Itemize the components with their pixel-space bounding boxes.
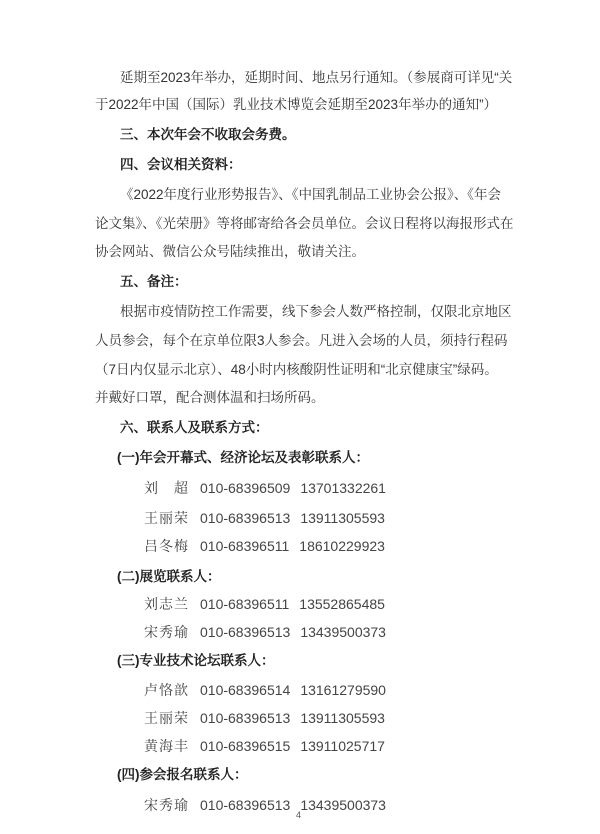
contact-mobile: 13161279590 <box>300 682 386 698</box>
contact-group-title: (四)参会报名联系人： <box>117 767 248 782</box>
contact-row <box>144 478 386 498</box>
contact-row <box>144 708 385 728</box>
contact-row <box>144 508 385 528</box>
contact-mobile: 13911025717 <box>300 738 385 754</box>
contact-name: 黄海丰 <box>144 738 189 754</box>
paragraph-line: 人员参会，每个在京单位限3人参会。凡进入会场的人员，须持行程码 <box>95 333 508 348</box>
contact-row <box>144 536 385 556</box>
contact-name: 王丽荣 <box>144 710 189 726</box>
contact-phone: 010-68396513 <box>200 797 291 813</box>
contact-phone: 010-68396509 <box>200 480 291 496</box>
paragraph-line: 延期至2023年举办，延期时间、地点另行通知。（参展商可详见“关 <box>120 70 513 85</box>
contact-name: 卢恪歆 <box>144 682 189 698</box>
contact-mobile: 13701332261 <box>300 480 386 496</box>
contact-phone: 010-68396515 <box>200 738 291 754</box>
contact-name: 刘 超 <box>144 480 189 496</box>
contact-phone: 010-68396511 <box>200 538 290 554</box>
paragraph-line: 于2022年中国（国际）乳业技术博览会延期至2023年举办的通知”） <box>95 97 498 112</box>
contact-mobile: 13439500373 <box>300 797 386 813</box>
paragraph-line: （7日内仅显示北京）、48小时内核酸阴性证明和“北京健康宝”绿码。 <box>95 362 498 377</box>
contact-phone: 010-68396514 <box>200 682 291 698</box>
contact-phone: 010-68396513 <box>200 510 291 526</box>
contact-phone: 010-68396513 <box>200 710 291 726</box>
section-heading-4: 四、会议相关资料： <box>120 157 242 172</box>
contact-mobile: 13439500373 <box>300 624 386 640</box>
paragraph-line: 论文集》、《光荣册》等将邮寄给各会员单位。会议日程将以海报形式在 <box>95 216 514 231</box>
section-heading-5: 五、备注： <box>120 274 188 289</box>
contact-name: 宋秀瑜 <box>144 797 189 813</box>
contact-row <box>144 680 386 700</box>
contact-name: 吕冬梅 <box>144 538 189 554</box>
contact-row <box>144 795 386 815</box>
paragraph-line: 根据市疫情防控工作需要，线下参会人数严格控制，仅限北京地区 <box>120 304 512 319</box>
paragraph-line: 《2022年度行业形势报告》、《中国乳制品工业协会公报》、《年会 <box>120 187 502 202</box>
contact-row <box>144 736 385 756</box>
contact-group-title: (二)展览联系人： <box>117 569 221 584</box>
contact-row <box>144 622 386 642</box>
contact-mobile: 18610229923 <box>299 538 385 554</box>
paragraph-line: 并戴好口罩，配合测体温和扫场所码。 <box>95 390 325 405</box>
contact-name: 王丽荣 <box>144 510 189 526</box>
contact-mobile: 13552865485 <box>299 596 385 612</box>
contact-name: 宋秀瑜 <box>144 624 189 640</box>
section-heading-6: 六、联系人及联系方式： <box>120 420 269 435</box>
contact-phone: 010-68396513 <box>200 624 291 640</box>
contact-row <box>144 594 385 614</box>
contact-phone: 010-68396511 <box>200 596 290 612</box>
contact-name: 刘志兰 <box>144 596 189 612</box>
page-number: 4 <box>296 810 302 820</box>
contact-group-title: (三)专业技术论坛联系人： <box>117 653 275 668</box>
contact-mobile: 13911305593 <box>300 710 385 726</box>
section-heading-3: 三、本次年会不收取会务费。 <box>120 127 296 142</box>
paragraph-line: 协会网站、微信公众号陆续推出，敬请关注。 <box>95 244 365 259</box>
contact-group-title: (一)年会开幕式、经济论坛及表彰联系人： <box>117 450 369 465</box>
contact-mobile: 13911305593 <box>300 510 385 526</box>
